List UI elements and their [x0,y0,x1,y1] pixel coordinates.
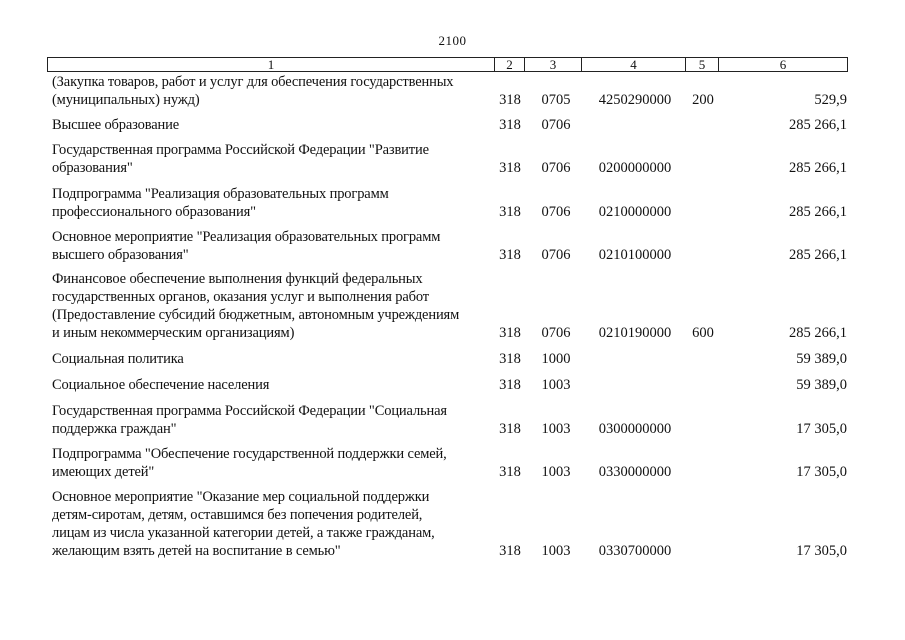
target-article-code: 0210000000 [598,204,672,220]
header-col-1: 1 [47,57,495,72]
description-line: Основное мероприятие "Реализация образовательных программ [52,229,441,245]
description-line: Государственная программа Российской Федерации "Социальная [52,403,447,419]
description-line: профессионального образования" [52,204,256,220]
target-article-code: 4250290000 [598,92,672,108]
chapter-code: 318 [499,160,521,176]
row-description [52,488,488,560]
description-line: поддержка граждан" [52,421,177,437]
target-article-code: 0330700000 [598,543,672,559]
description-line: Финансовое обеспечение выполнения функций федеральных [52,271,423,287]
amount: 285 266,1 [789,325,847,341]
chapter-code: 318 [499,325,521,341]
section-code: 0706 [541,160,571,176]
amount: 17 305,0 [796,464,847,480]
amount: 59 389,0 [796,377,847,393]
section-code: 0706 [541,325,571,341]
chapter-code: 318 [499,543,521,559]
chapter-code: 318 [499,92,521,108]
header-col-2: 2 [495,57,525,72]
description-line: (Закупка товаров, работ и услуг для обеспечения государственных [52,74,454,90]
description-line: Социальная политика [52,351,184,367]
description-line: образования" [52,160,133,176]
section-code: 1003 [541,543,571,559]
section-code: 1000 [541,351,571,367]
chapter-code: 318 [499,464,521,480]
amount: 59 389,0 [796,351,847,367]
description-line: Социальное обеспечение населения [52,377,270,393]
section-code: 0706 [541,117,571,133]
section-code: 0706 [541,247,571,263]
description-line: Подпрограмма "Обеспечение государственной поддержки семей, [52,446,447,462]
header-col-6: 6 [719,57,848,72]
description-line: высшего образования" [52,247,189,263]
section-code: 0706 [541,204,571,220]
description-line: Подпрограмма "Реализация образовательных программ [52,186,389,202]
header-col-4: 4 [582,57,686,72]
amount: 17 305,0 [796,543,847,559]
description-line: детям-сиротам, детям, оставшимся без попечения родителей, [52,507,423,523]
chapter-code: 318 [499,377,521,393]
chapter-code: 318 [499,421,521,437]
description-line: лицам из числа указанной категории детей, а также гражданам, [52,525,435,541]
description-line: и иным некоммерческим организациям) [52,325,295,341]
description-line: Государственная программа Российской Федерации "Развитие [52,142,429,158]
description-line: государственных органов, оказания услуг и выполнения работ [52,289,429,305]
chapter-code: 318 [499,117,521,133]
description-line: (Предоставление субсидий бюджетным, автономным учреждениям [52,307,460,323]
description-line: Основное мероприятие "Оказание мер социальной поддержки [52,489,430,505]
section-code: 1003 [541,377,571,393]
description-line: желающим взять детей на воспитание в семью" [52,543,341,559]
expense-type-code: 200 [692,92,714,108]
target-article-code: 0200000000 [598,160,672,176]
target-article-code: 0300000000 [598,421,672,437]
expense-type-code: 600 [692,325,714,341]
header-col-3: 3 [525,57,582,72]
description-line: Высшее образование [52,117,180,133]
amount: 529,9 [814,92,847,108]
amount: 285 266,1 [789,117,847,133]
section-code: 1003 [541,421,571,437]
description-line: (муниципальных) нужд) [52,92,200,108]
target-article-code: 0210100000 [598,247,672,263]
chapter-code: 318 [499,351,521,367]
amount: 17 305,0 [796,421,847,437]
header-col-5: 5 [686,57,719,72]
amount: 285 266,1 [789,247,847,263]
section-code: 1003 [541,464,571,480]
target-article-code: 0330000000 [598,464,672,480]
description-line: имеющих детей" [52,464,155,480]
page-number: 2100 [438,33,467,48]
chapter-code: 318 [499,247,521,263]
target-article-code: 0210190000 [598,325,672,341]
section-code: 0705 [541,92,571,108]
chapter-code: 318 [499,204,521,220]
amount: 285 266,1 [789,160,847,176]
amount: 285 266,1 [789,204,847,220]
